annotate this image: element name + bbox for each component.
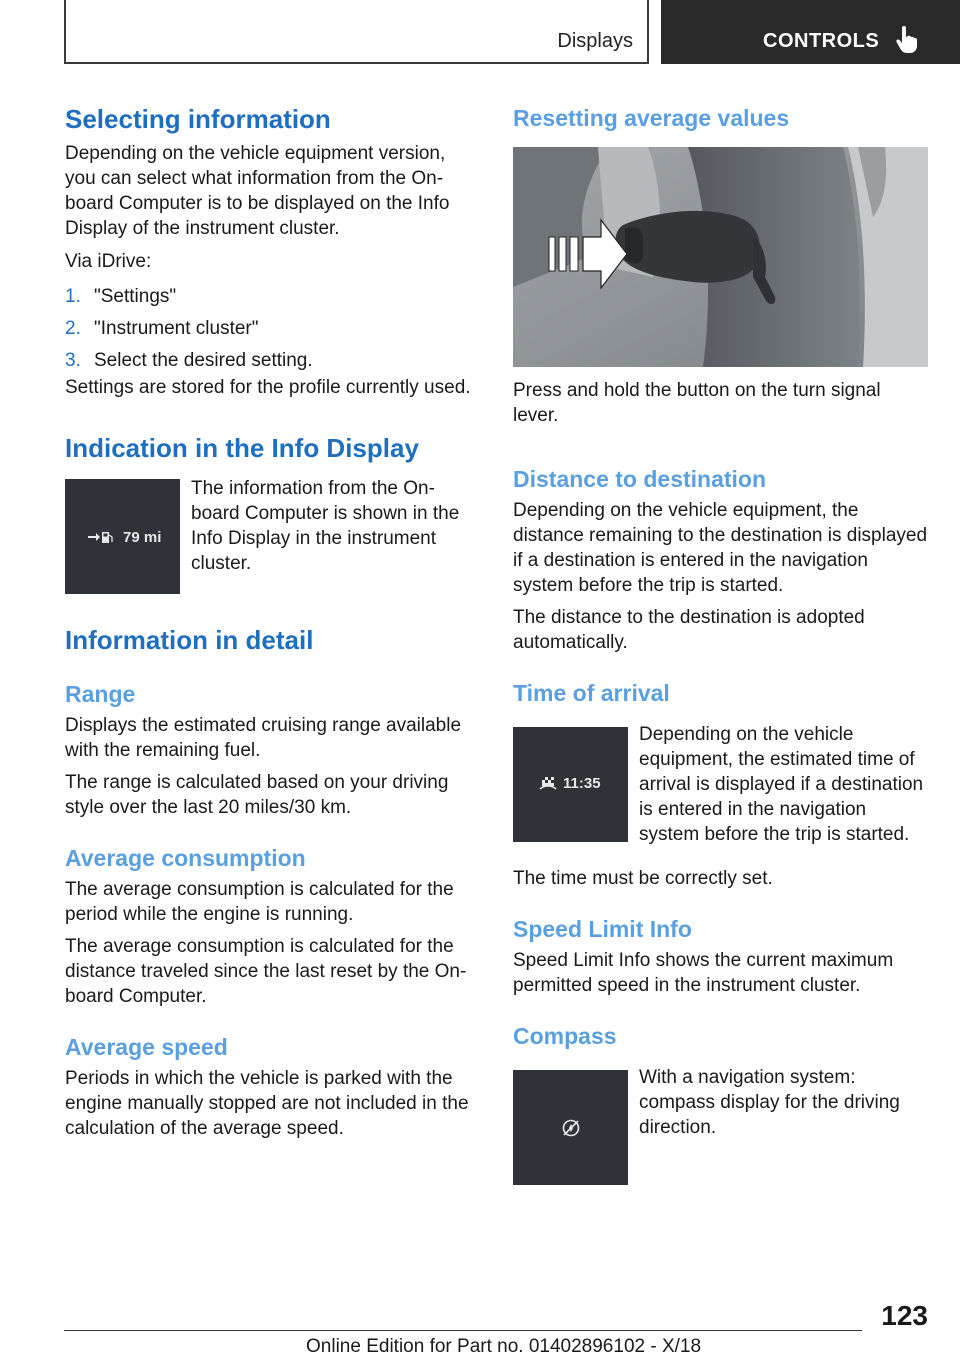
heading-average-speed: Average speed: [65, 1034, 228, 1060]
turn-signal-lever-photo: [513, 147, 928, 367]
destination-flag-icon: [538, 776, 558, 792]
heading-range: Range: [65, 681, 136, 707]
step-text: Select the desired setting.: [94, 350, 313, 371]
page-number: 123: [881, 1300, 928, 1331]
settings-stored-note: Settings are stored for the profile currently used.: [65, 377, 471, 398]
header-section-label: Displays: [557, 30, 633, 52]
avg-consumption-text-2: The average consumption is calculated for the distance traveled since the last reset by the On-board Computer.: [65, 936, 467, 1007]
compass-text: With a navigation system: compass display for the driving direction.: [639, 1067, 900, 1138]
range-text-2: The range is calculated based on your driving style over the last 20 miles/30 km.: [65, 772, 449, 818]
footer-edition-text: Online Edition for Part no. 01402896102 - X/18: [306, 1336, 702, 1357]
indication-text: The information from the On-board Computer is shown in the Info Display in the instrument cluster.: [191, 478, 460, 574]
selecting-intro-text: Depending on the vehicle equipment version, you can select what information from the On-board Computer is to be displayed on the Info Display of the instrument cluster.: [65, 143, 450, 239]
step-number: 1.: [65, 286, 81, 307]
heading-average-consumption: Average consumption: [65, 845, 306, 871]
heading-distance-to-destination: Distance to destination: [513, 466, 767, 492]
avg-speed-text: Periods in which the vehicle is parked with the engine manually stopped are not included in the calculation of the average speed.: [65, 1068, 469, 1139]
left-column: [65, 104, 475, 400]
compass-icon: [560, 1117, 582, 1139]
range-fuel-icon: [87, 530, 115, 544]
speed-limit-text: Speed Limit Info shows the current maximum permitted speed in the instrument cluster.: [513, 950, 894, 996]
footer-divider: [64, 1330, 862, 1331]
heading-compass: Compass: [513, 1023, 617, 1049]
info-display-arrival-image: [513, 727, 628, 842]
info-display-compass-image: [513, 1070, 628, 1185]
list-item: [65, 348, 475, 380]
arrival-display-value: 11:35: [563, 775, 601, 792]
range-text-1: Displays the estimated cruising range available with the remaining fuel.: [65, 715, 462, 761]
distance-text-2: The distance to the destination is adopted automatically.: [513, 607, 865, 653]
arrival-note-text: The time must be correctly set.: [513, 868, 773, 889]
selecting-via-text: Via iDrive:: [65, 251, 152, 272]
heading-selecting-information: Selecting information: [65, 104, 331, 134]
step-text: "Instrument cluster": [94, 318, 259, 339]
step-number: 3.: [65, 350, 81, 371]
heading-information-in-detail: Information in detail: [65, 625, 314, 655]
info-display-range-image: [65, 479, 180, 594]
heading-indication-info-display: Indication in the Info Display: [65, 433, 419, 463]
list-item: [65, 284, 475, 316]
left-detail-block: [65, 625, 475, 1141]
right-detail-block: [513, 465, 928, 707]
header-chapter-label: CONTROLS: [763, 30, 880, 52]
heading-time-of-arrival: Time of arrival: [513, 680, 670, 706]
list-item: [65, 316, 475, 348]
step-text: "Settings": [94, 286, 177, 307]
distance-text-1: Depending on the vehicle equipment, the distance remaining to the destination is displayed if a destination is entered in the navigation system before the trip is started.: [513, 500, 928, 596]
avg-consumption-text-1: The average consumption is calculated for the period while the engine is running.: [65, 879, 454, 925]
turn-signal-lever-illustration: [513, 147, 928, 367]
range-display-value: 79 mi: [123, 529, 162, 546]
header-section-tab: [64, 0, 649, 64]
header-chapter-tab: [661, 0, 960, 64]
reset-caption-text: Press and hold the button on the turn signal lever.: [513, 380, 881, 426]
step-number: 2.: [65, 318, 81, 339]
arrival-text: Depending on the vehicle equipment, the estimated time of arrival is displayed if a destination is entered in the navigation system before the trip is started.: [639, 724, 924, 845]
right-lower-block: [513, 866, 928, 1050]
hand-pointer-icon: [895, 24, 921, 54]
heading-resetting-average-values: Resetting average values: [513, 105, 790, 131]
settings-steps-list: [65, 284, 475, 380]
heading-speed-limit-info: Speed Limit Info: [513, 916, 692, 942]
